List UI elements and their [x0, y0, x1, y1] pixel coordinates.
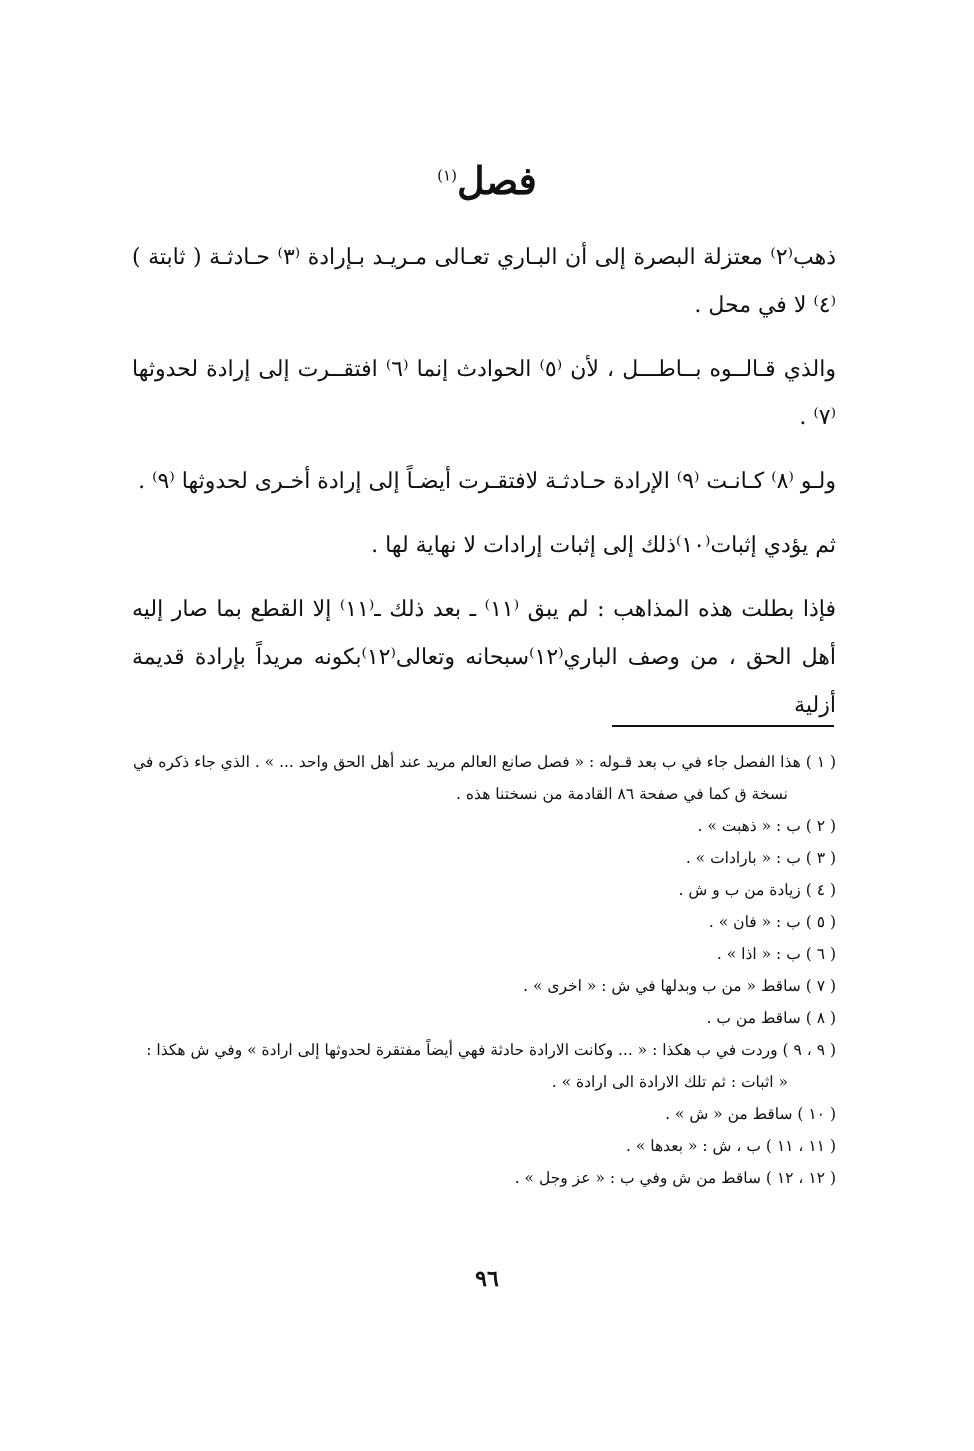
footnote: ( ٢ ) ب : « ذهبت » .: [697, 817, 836, 835]
footnote: ( ٧ ) ساقط « من ب وبدلها في ش : « اخرى » .: [523, 977, 836, 995]
footnote-separator: [612, 725, 834, 727]
main-text: [132, 234, 836, 746]
paragraph: ثم يؤدي إثبات⁽١٠⁾ذلك إلى إثبات إرادات لا نهاية لها .: [371, 533, 836, 558]
footnote: ( ٩ ، ٩ ) وردت في ب هكذا : « ... وكانت الارادة حادثة فهي أيضاً مفتقرة لحدوثها إلى ارادة » وفي ش هكذا : « اثبات : ثم تلك الارادة الى ارادة » .: [146, 1041, 836, 1091]
section-heading: [0, 158, 974, 203]
footnote: ( ٨ ) ساقط من ب .: [706, 1009, 836, 1027]
footnotes: [132, 746, 836, 1194]
paragraph: ولـو ⁽٨⁾ كـانـت ⁽٩⁾ الإرادة حـادثـة لافتقـرت أيضـاً إلى إرادة أخـرى لحدوثها ⁽٩⁾ .: [138, 469, 836, 494]
footnote: ( ٣ ) ب : « بارادات » .: [685, 849, 836, 867]
footnote: ( ١٠ ) ساقط من « ش » .: [665, 1105, 836, 1123]
footnote: ( ١ ) هذا الفصل جاء في ب بعد قـوله : « فصل صانع العالم مريد عند أهل الحق واحد ... » . الذي جاء ذكره في نسخة ق كما في صفحة ٨٦ القادمة من نسختنا هذه .: [132, 753, 836, 803]
footnote: ( ٦ ) ب : « اذا » .: [716, 945, 836, 963]
footnote: ( ٥ ) ب : « فان » .: [708, 913, 836, 931]
footnote: ( ٤ ) زيادة من ب و ش .: [678, 881, 836, 899]
page-number: ٩٦: [475, 1266, 499, 1292]
paragraph: والذي قـالــوه بــاطـــل ، لأن ⁽٥⁾ الحوادث إنما ⁽٦⁾ افتقــرت إلى إرادة لحدوثها ⁽٧⁾ .: [132, 357, 836, 430]
footnote: ( ١١ ، ١١ ) ب ، ش : « بعدها » .: [625, 1137, 836, 1155]
paragraph: ذهب⁽٢⁾ معتزلة البصرة إلى أن البـاري تعـالى مـريـد بـإرادة ⁽٣⁾ حـادثـة ( ثابتة ) ⁽٤⁾ لا في محل .: [132, 245, 836, 318]
paragraph: فإذا بطلت هذه المذاهب : لم يبق ⁽١١⁾ ـ بعد ذلك ـ⁽١١⁾ إلا القطع بما صار إليه أهل الحق ، من وصف الباري⁽١٢⁾سبحانه وتعالى⁽١٢⁾بكونه مريداً بإرادة قديمة أزلية: [132, 597, 836, 718]
section-heading-ref: (١): [437, 166, 457, 185]
footnote: ( ١٢ ، ١٢ ) ساقط من ش وفي ب : « عز وجل » .: [514, 1169, 836, 1187]
section-heading-text: فصل: [456, 158, 537, 203]
